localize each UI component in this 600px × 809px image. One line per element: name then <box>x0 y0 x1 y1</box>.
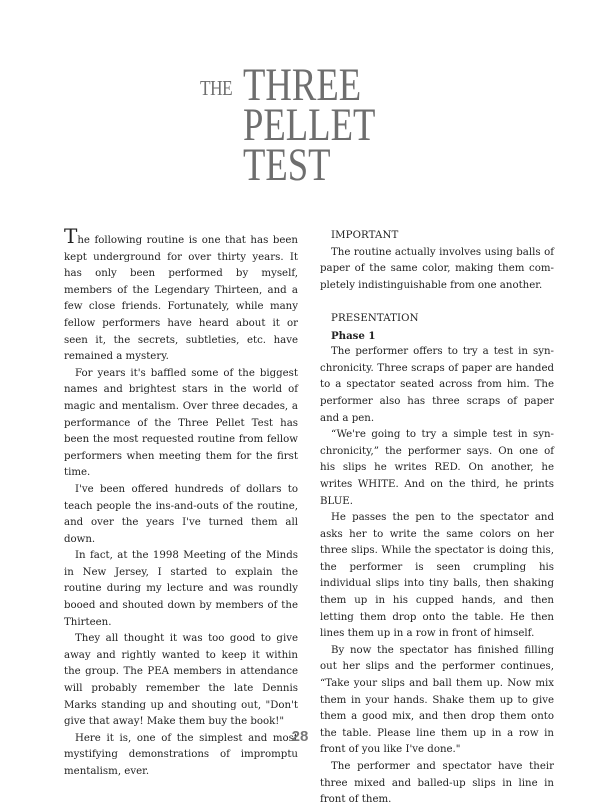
right-column <box>320 228 554 809</box>
paragraph <box>64 224 298 366</box>
paragraph: By now the spectator has finished filling out her slips and the performer continues, “Take your slips and ball them up. Now mix them in your hands. Shake them up to give them a good mix, and then drop them onto the table. Please line them up in a row in front of you like I've done." <box>320 644 554 756</box>
page-number: 28 <box>291 728 309 745</box>
left-column <box>64 224 298 781</box>
section-heading-important: IMPORTANT <box>331 230 399 241</box>
subheading-phase-1: Phase 1 <box>331 329 376 342</box>
paragraph: The performer offers to try a test in synchronicity. Three scraps of paper are handed to a spectator seated across from him. The performer also has three scraps of paper and a pen. <box>320 346 554 424</box>
paragraph: They all thought it was too good to give away and rightly wanted to keep it within the group. The PEA members in attendance will probably remember the late Dennis Marks standing up and shouting out, "Don't give that away! Make them buy the book!" <box>64 633 298 728</box>
paragraph: The routine actually involves using balls of paper of the same color, making them completely indistinguishable from one another. <box>320 246 554 291</box>
title-line-1: THREE <box>243 59 362 111</box>
spacer <box>320 294 554 311</box>
paragraph: “We're going to try a simple test in synchronicity,” the performer says. On one of his slips he writes RED. On another, he writes WHITE. And on the third, he prints BLUE. <box>320 429 554 507</box>
paragraph: Here it is, one of the simplest and most mystifying demonstrations of impromptu mentalism, ever. <box>64 732 298 777</box>
title-prefix: THE <box>200 76 233 100</box>
paragraph-text: he following routine is one that has been kept underground for over thirty years. It has only been performed by myself, members of the Legendary Thirteen, and a few close friends. Fortunately, while many fellow performers have heard about it or seen it, the secrets, subtleties, etc. have remained a mystery. <box>64 235 298 363</box>
paragraph: The performer and spectator have their three mixed and balled-up slips in line in front of them. <box>320 761 554 806</box>
paragraph: I've been offered hundreds of dollars to teach people the ins-and-outs of the routine, and over the years I've turned them all down. <box>64 483 298 545</box>
paragraph: In fact, at the 1998 Meeting of the Minds in New Jersey, I started to explain the routine during my lecture and was roundly booed and shouted down by members of the Thirteen. <box>64 550 298 628</box>
paragraph: For years it's baffled some of the biggest names and brightest stars in the world of magic and mentalism. Over three decades, a performance of the Three Pellet Test has been the most requested routine from fellow performers when meeting them for the first time. <box>64 367 298 479</box>
paragraph: He passes the pen to the spectator and asks her to write the same colors on her three slips. While the spectator is doing this, the performer is seen crumpling his individual slips into tiny balls, then shaking them up in his cupped hands, and then letting them drop onto the table. He then lines them up in a row in front of himself. <box>320 512 554 640</box>
section-heading-presentation: PRESENTATION <box>331 312 419 324</box>
drop-cap: T <box>64 224 78 248</box>
title-line-2: PELLET <box>243 99 376 151</box>
title-line-3: TEST <box>243 139 331 191</box>
